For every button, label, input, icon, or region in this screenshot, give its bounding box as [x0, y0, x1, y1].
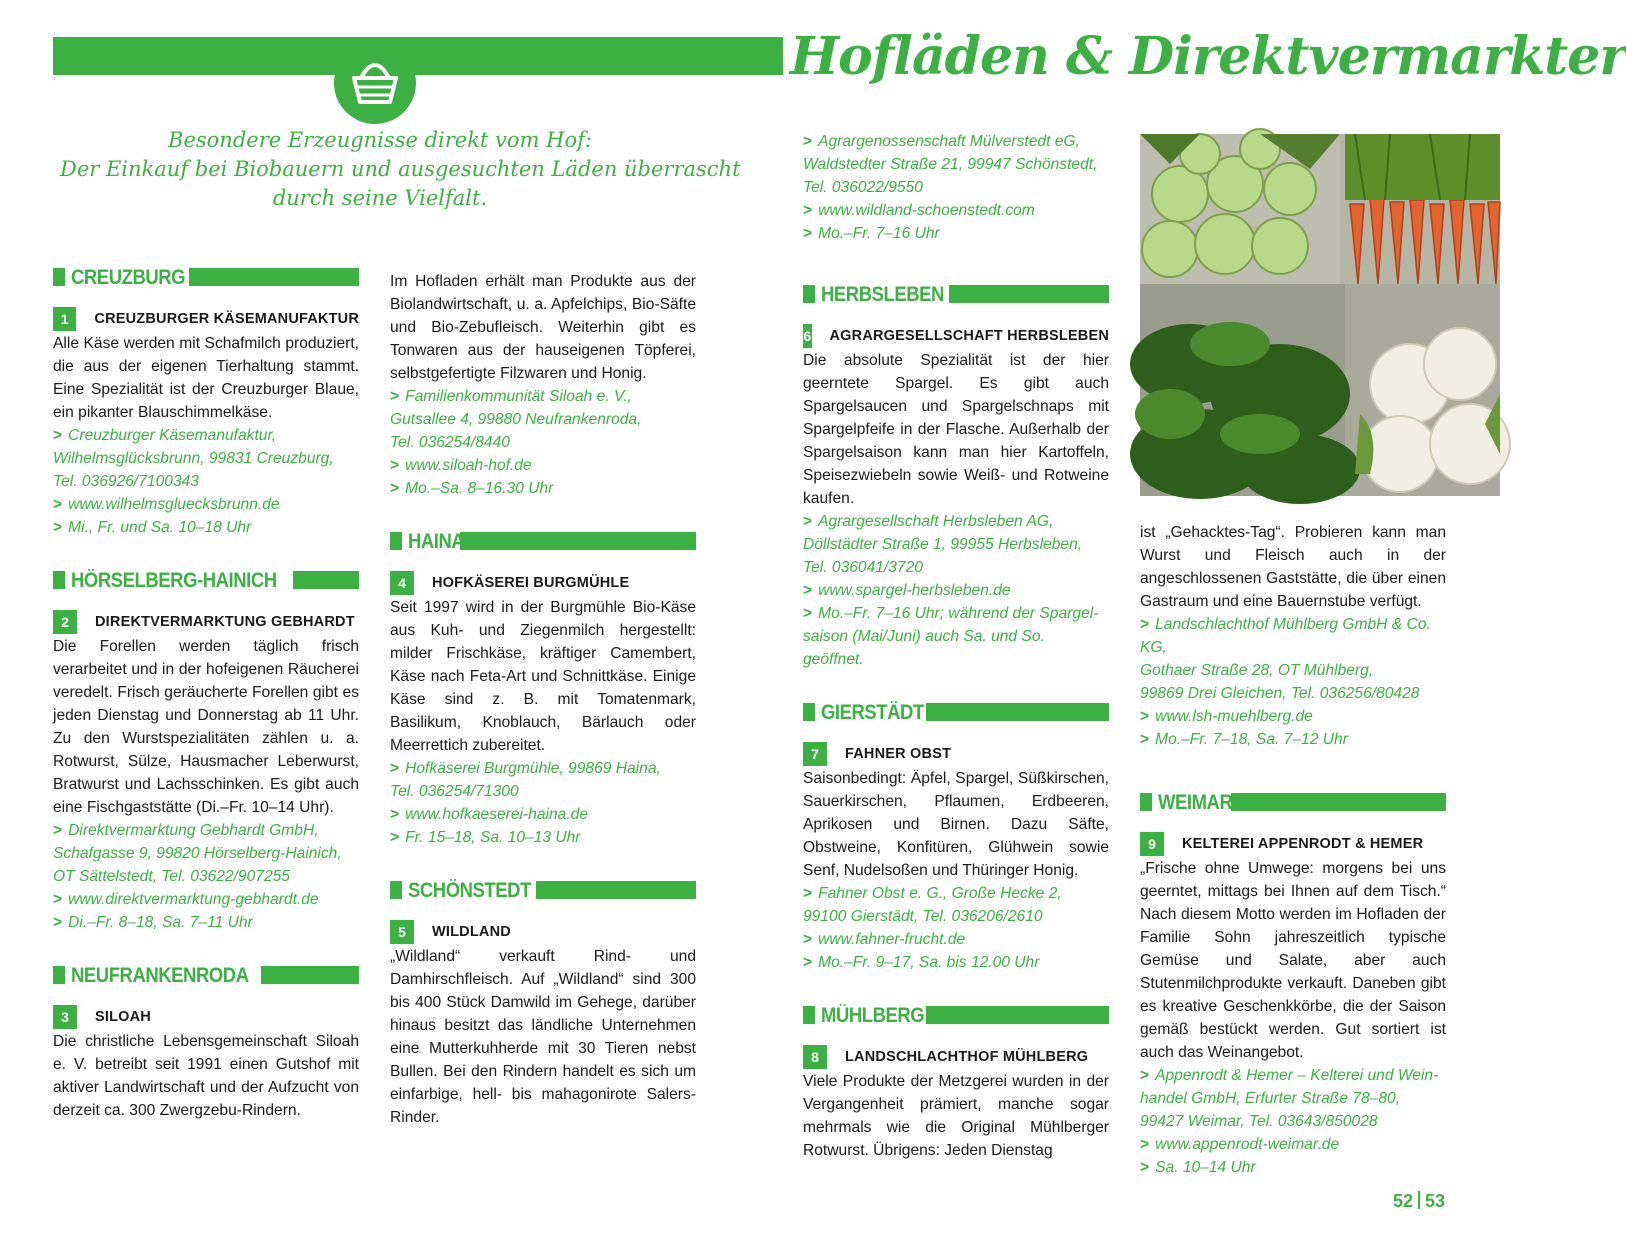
arrow-right-icon: >: [803, 202, 813, 219]
column-2: [390, 270, 696, 1155]
arrow-right-icon: >: [53, 822, 63, 839]
intro-line: Besondere Erzeugnisse direkt vom Hof:: [168, 128, 592, 152]
intro-line: durch seine Vielfalt.: [272, 186, 488, 210]
arrow-right-icon: >: [1140, 616, 1150, 633]
section-muehlberg: [803, 1000, 1109, 1162]
entry-number: 5: [390, 920, 414, 944]
entry-name: LANDSCHLACHTHOF MÜHLBERG: [845, 1048, 1089, 1065]
location-heading: [390, 875, 696, 905]
location-name: WEIMAR: [1158, 790, 1233, 814]
entry-description: Saisonbedingt: Äpfel, Spargel, Süßkirschen, Sauerkirschen, Pflaumen, Erdbeeren, Aprikosen und Birnen. Dazu Säfte, Obstweine, Konfitüren, Glühwein sowie Senf, Nudelsoßen und Thüringer Honig.: [803, 770, 1109, 879]
entry-address: > Fahner Obst e. G., Große Hecke 2, 99100 Gierstädt, Tel. 036206/2610: [803, 885, 1062, 925]
entry-description-continued: ist „Gehacktes-Tag“. Probieren kann man Wurst und Fleisch auch in der angeschlossenen Gaststätte, die über einen Gastraum und eine Bauernstube verfügt.: [1140, 524, 1446, 610]
entry-description: Die absolute Spezialität ist der hier geerntete Spargel. Es gibt auch Spargelsaucen und Spargelschnaps mit Spargelpfeife in der Flasche. Außerhalb der Spargelsaison kann man hier Kartoffeln, Speisezwiebeln sowie Weiß- und Rotweine kaufen.: [803, 352, 1109, 507]
entry-hours: > Mo.–Fr. 9–17, Sa. bis 12.00 Uhr: [803, 954, 1040, 971]
arrow-right-icon: >: [390, 388, 400, 405]
arrow-right-icon: >: [803, 133, 813, 150]
page-number-right: 53: [1425, 1191, 1446, 1211]
entry-website[interactable]: > www.fahner-frucht.de: [803, 931, 966, 948]
vegetable-photo: [1140, 134, 1500, 496]
location-name: HAINA: [408, 529, 465, 553]
entry-number: 4: [390, 571, 414, 595]
location-heading: [1140, 787, 1446, 817]
entry-website[interactable]: > www.siloah-hof.de: [390, 457, 532, 474]
entry-website[interactable]: > www.wilhelmsgluecksbrunn.de: [53, 496, 280, 513]
entry-description: „Frische ohne Umwege: morgens bei uns geerntet, mittags bei Ihnen auf dem Tisch.“ Nach diesem Motto werden im Hofladen der Familie Sohn jahreszeitlich typische Gemüse und Salate, aber auch Stutenmilchprodukte verkauft. Daneben gibt es kreative Geschenkkörbe, die der Saison gemäß bestückt werden. Gut sortiert ist auch das Weinangebot.: [1140, 860, 1446, 1061]
entry-name: DIREKTVERMARKTUNG GEBHARDT: [95, 613, 355, 630]
entry-number: 6: [803, 324, 812, 348]
entry-number: 9: [1140, 832, 1164, 856]
arrow-right-icon: >: [1140, 1067, 1150, 1084]
entry-address: > Hofkäserei Burgmühle, 99869 Haina, Tel. 036254/71300: [390, 760, 661, 800]
arrow-right-icon: >: [53, 914, 63, 931]
arrow-right-icon: >: [1140, 1136, 1150, 1153]
column-4: [1140, 521, 1446, 1205]
entry-website[interactable]: > www.direktvermarktung-gebhardt.de: [53, 891, 319, 908]
intro-line: Der Einkauf bei Biobauern und ausgesuchten Läden überrascht: [60, 157, 741, 181]
arrow-right-icon: >: [1140, 708, 1150, 725]
location-name: MÜHLBERG: [821, 1003, 925, 1027]
entry-description: Alle Käse werden mit Schafmilch produziert, die aus der eigenen Tierhaltung stammt. Eine Spezialität ist der Creuzburger Blaue, ein pikanter Blauschimmelkäse.: [53, 335, 359, 421]
column-3: [803, 130, 1109, 1188]
arrow-right-icon: >: [803, 931, 813, 948]
entry-hours: > Fr. 15–18, Sa. 10–13 Uhr: [390, 829, 581, 846]
arrow-right-icon: >: [390, 457, 400, 474]
arrow-right-icon: >: [390, 829, 400, 846]
section-schoenstedt: [390, 875, 696, 1129]
section-schoenstedt-continued: [803, 130, 1109, 245]
entry-address: > Agrargenossenschaft Mülverstedt eG, Waldstedter Straße 21, 99947 Schönstedt, Tel. 036022/9550: [803, 133, 1098, 196]
entry-address: > Landschlachthof Mühlberg GmbH & Co. KG, Gothaer Straße 28, OT Mühlberg, 99869 Drei Gleichen, Tel. 036256/80428: [1140, 616, 1431, 702]
section-neufrankenroda-continued: [390, 270, 696, 500]
header-bar: [53, 37, 783, 75]
entry-name: KELTEREI APPENRODT & HEMER: [1182, 835, 1424, 852]
entry-hours: > Mi., Fr. und Sa. 10–18 Uhr: [53, 519, 252, 536]
location-name: CREUZBURG: [71, 265, 186, 289]
arrow-right-icon: >: [53, 496, 63, 513]
section-hoerselberg-hainich: [53, 565, 359, 934]
entry-name: WILDLAND: [432, 923, 511, 940]
section-gierstaedt: [803, 697, 1109, 974]
entry-website[interactable]: > www.hofkaeserei-haina.de: [390, 806, 589, 823]
arrow-right-icon: >: [53, 891, 63, 908]
entry-website[interactable]: > www.lsh-muehlberg.de: [1140, 708, 1313, 725]
entry-name: HOFKÄSEREI BURGMÜHLE: [432, 574, 630, 591]
arrow-right-icon: >: [803, 225, 813, 242]
section-muehlberg-continued: [1140, 521, 1446, 751]
location-name: HÖRSELBERG-HAINICH: [71, 568, 277, 592]
page-number-left: 52: [1393, 1191, 1414, 1211]
page-separator: [1418, 1191, 1420, 1209]
location-heading: [53, 262, 359, 292]
section-weimar: [1140, 787, 1446, 1179]
location-heading: [803, 697, 1109, 727]
arrow-right-icon: >: [803, 582, 813, 599]
entry-number: 2: [53, 610, 77, 634]
entry-hours: > Mo.–Sa. 8–16.30 Uhr: [390, 480, 554, 497]
entry-address: > Familienkommunität Siloah e. V., Gutsallee 4, 99880 Neufrankenroda, Tel. 036254/8440: [390, 388, 642, 451]
entry-hours: > Mo.–Fr. 7–18, Sa. 7–12 Uhr: [1140, 731, 1348, 748]
arrow-right-icon: >: [53, 519, 63, 536]
entry-description: Seit 1997 wird in der Burgmühle Bio-Käse aus Kuh- und Ziegenmilch hergestellt: milder Frischkäse, kräftiger Camembert, Käse nach Feta-Art und Schnittkäse. Einige Käse sind z. B. mit Tomatenmark, Basilikum, Knoblauch, Bärlauch oder Meerrettich zubereitet.: [390, 599, 696, 754]
entry-number: 8: [803, 1045, 827, 1069]
section-creuzburg: [53, 262, 359, 539]
entry-description-continued: Im Hofladen erhält man Produkte aus der Biolandwirtschaft, u. a. Apfelchips, Bio-Säfte und Bio-Zebufleisch. Weiterhin gibt es Tonwaren aus der hauseigenen Töpferei, selbstgefertigte Filzwaren und Honig.: [390, 273, 696, 382]
location-heading: [53, 960, 359, 990]
entry-address: > Appenrodt & Hemer – Kelterei und Wein- handel GmbH, Erfurter Straße 78–80, 99427 Weimar, Tel. 03643/850028: [1140, 1067, 1439, 1130]
arrow-right-icon: >: [390, 760, 400, 777]
entry-number: 3: [53, 1005, 77, 1029]
entry-description: Viele Produkte der Metzgerei wurden in der Vergangenheit prämiert, manche sogar mehrmals wie die Original Mühlberger Rotwurst. Übrigens: Jeden Dienstag: [803, 1073, 1109, 1159]
entry-description: Die christliche Lebensgemeinschaft Siloah e. V. betreibt seit 1991 einen Gutshof mit aktiver Landwirtschaft und der Aufzucht von derzeit ca. 300 Zwergzebu-Rindern.: [53, 1033, 359, 1119]
entry-address: > Direktvermarktung Gebhardt GmbH, Schafgasse 9, 99820 Hörselberg-Hainich, OT Sättelstedt, Tel. 03622/907255: [53, 822, 342, 885]
entry-website[interactable]: > www.spargel-herbsleben.de: [803, 582, 1011, 599]
location-name: HERBSLEBEN: [821, 282, 944, 306]
intro-text: [60, 126, 741, 213]
location-heading: [53, 565, 359, 595]
entry-hours: > Sa. 10–14 Uhr: [1140, 1159, 1256, 1176]
entry-hours: > Mo.–Fr. 7–16 Uhr: [803, 225, 940, 242]
entry-website[interactable]: > www.appenrodt-weimar.de: [1140, 1136, 1340, 1153]
location-name: GIERSTÄDT: [821, 700, 924, 724]
entry-number: 7: [803, 742, 827, 766]
entry-description: Die Forellen werden täglich frisch verarbeitet und in der hofeigenen Räucherei veredelt. Frisch geräucherte Forellen gibt es jeden Dienstag und Donnerstag ab 11 Uhr. Zu den Wurstspezialitäten zählen u. a. Rotwurst, Sülze, Hausmacher Leberwurst, Bratwurst und Lachsschinken. Es gibt auch eine Fischgaststätte (Di.–Fr. 10–14 Uhr).: [53, 638, 359, 816]
shopping-bag-icon: [334, 42, 416, 124]
arrow-right-icon: >: [803, 885, 813, 902]
section-herbsleben: [803, 279, 1109, 671]
page-title: Hofläden & Direktvermarkter: [790, 26, 1626, 87]
entry-address: > Creuzburger Käsemanufaktur, Wilhelmsglücksbrunn, 99831 Creuzburg, Tel. 036926/7100343: [53, 427, 334, 490]
arrow-right-icon: >: [803, 954, 813, 971]
arrow-right-icon: >: [53, 427, 63, 444]
section-haina: [390, 526, 696, 849]
entry-description: „Wildland“ verkauft Rind- und Damhirschfleisch. Auf „Wildland“ sind 300 bis 400 Stück Damwild im Gehege, darüber hinaus besitzt das ländliche Unternehmen eine Mutterkuhherde mit 30 Tieren nebst Bullen. Bei den Rindern handelt es sich um einfarbige, hell- bis mahagonirote Salers-Rinder.: [390, 948, 696, 1126]
location-heading: [803, 1000, 1109, 1030]
entry-name: FAHNER OBST: [845, 745, 952, 762]
entry-number: 1: [53, 307, 76, 331]
arrow-right-icon: >: [803, 513, 813, 530]
location-heading: [390, 526, 696, 556]
entry-name: CREUZBURGER KÄSEMANUFAKTUR: [94, 310, 359, 327]
entry-name: AGRARGESELLSCHAFT HERBSLEBEN: [829, 327, 1109, 344]
entry-name: SILOAH: [95, 1008, 151, 1025]
section-neufrankenroda: [53, 960, 359, 1122]
page-numbers: [1393, 1191, 1445, 1212]
arrow-right-icon: >: [803, 605, 813, 622]
location-heading: [803, 279, 1109, 309]
entry-hours: > Di.–Fr. 8–18, Sa. 7–11 Uhr: [53, 914, 253, 931]
arrow-right-icon: >: [390, 480, 400, 497]
entry-address: > Agrargesellschaft Herbsleben AG, Döllstädter Straße 1, 99955 Herbsleben, Tel. 036041/3720: [803, 513, 1083, 576]
arrow-right-icon: >: [1140, 1159, 1150, 1176]
arrow-right-icon: >: [1140, 731, 1150, 748]
location-name: NEUFRANKENRODA: [71, 963, 249, 987]
entry-hours: > Mo.–Fr. 7–16 Uhr; während der Spargel- saison (Mai/Juni) auch Sa. und So. geöffnet.: [803, 605, 1099, 668]
location-name: SCHÖNSTEDT: [408, 878, 531, 902]
column-1: [53, 262, 359, 1148]
arrow-right-icon: >: [390, 806, 400, 823]
entry-website[interactable]: > www.wildland-schoenstedt.com: [803, 202, 1035, 219]
